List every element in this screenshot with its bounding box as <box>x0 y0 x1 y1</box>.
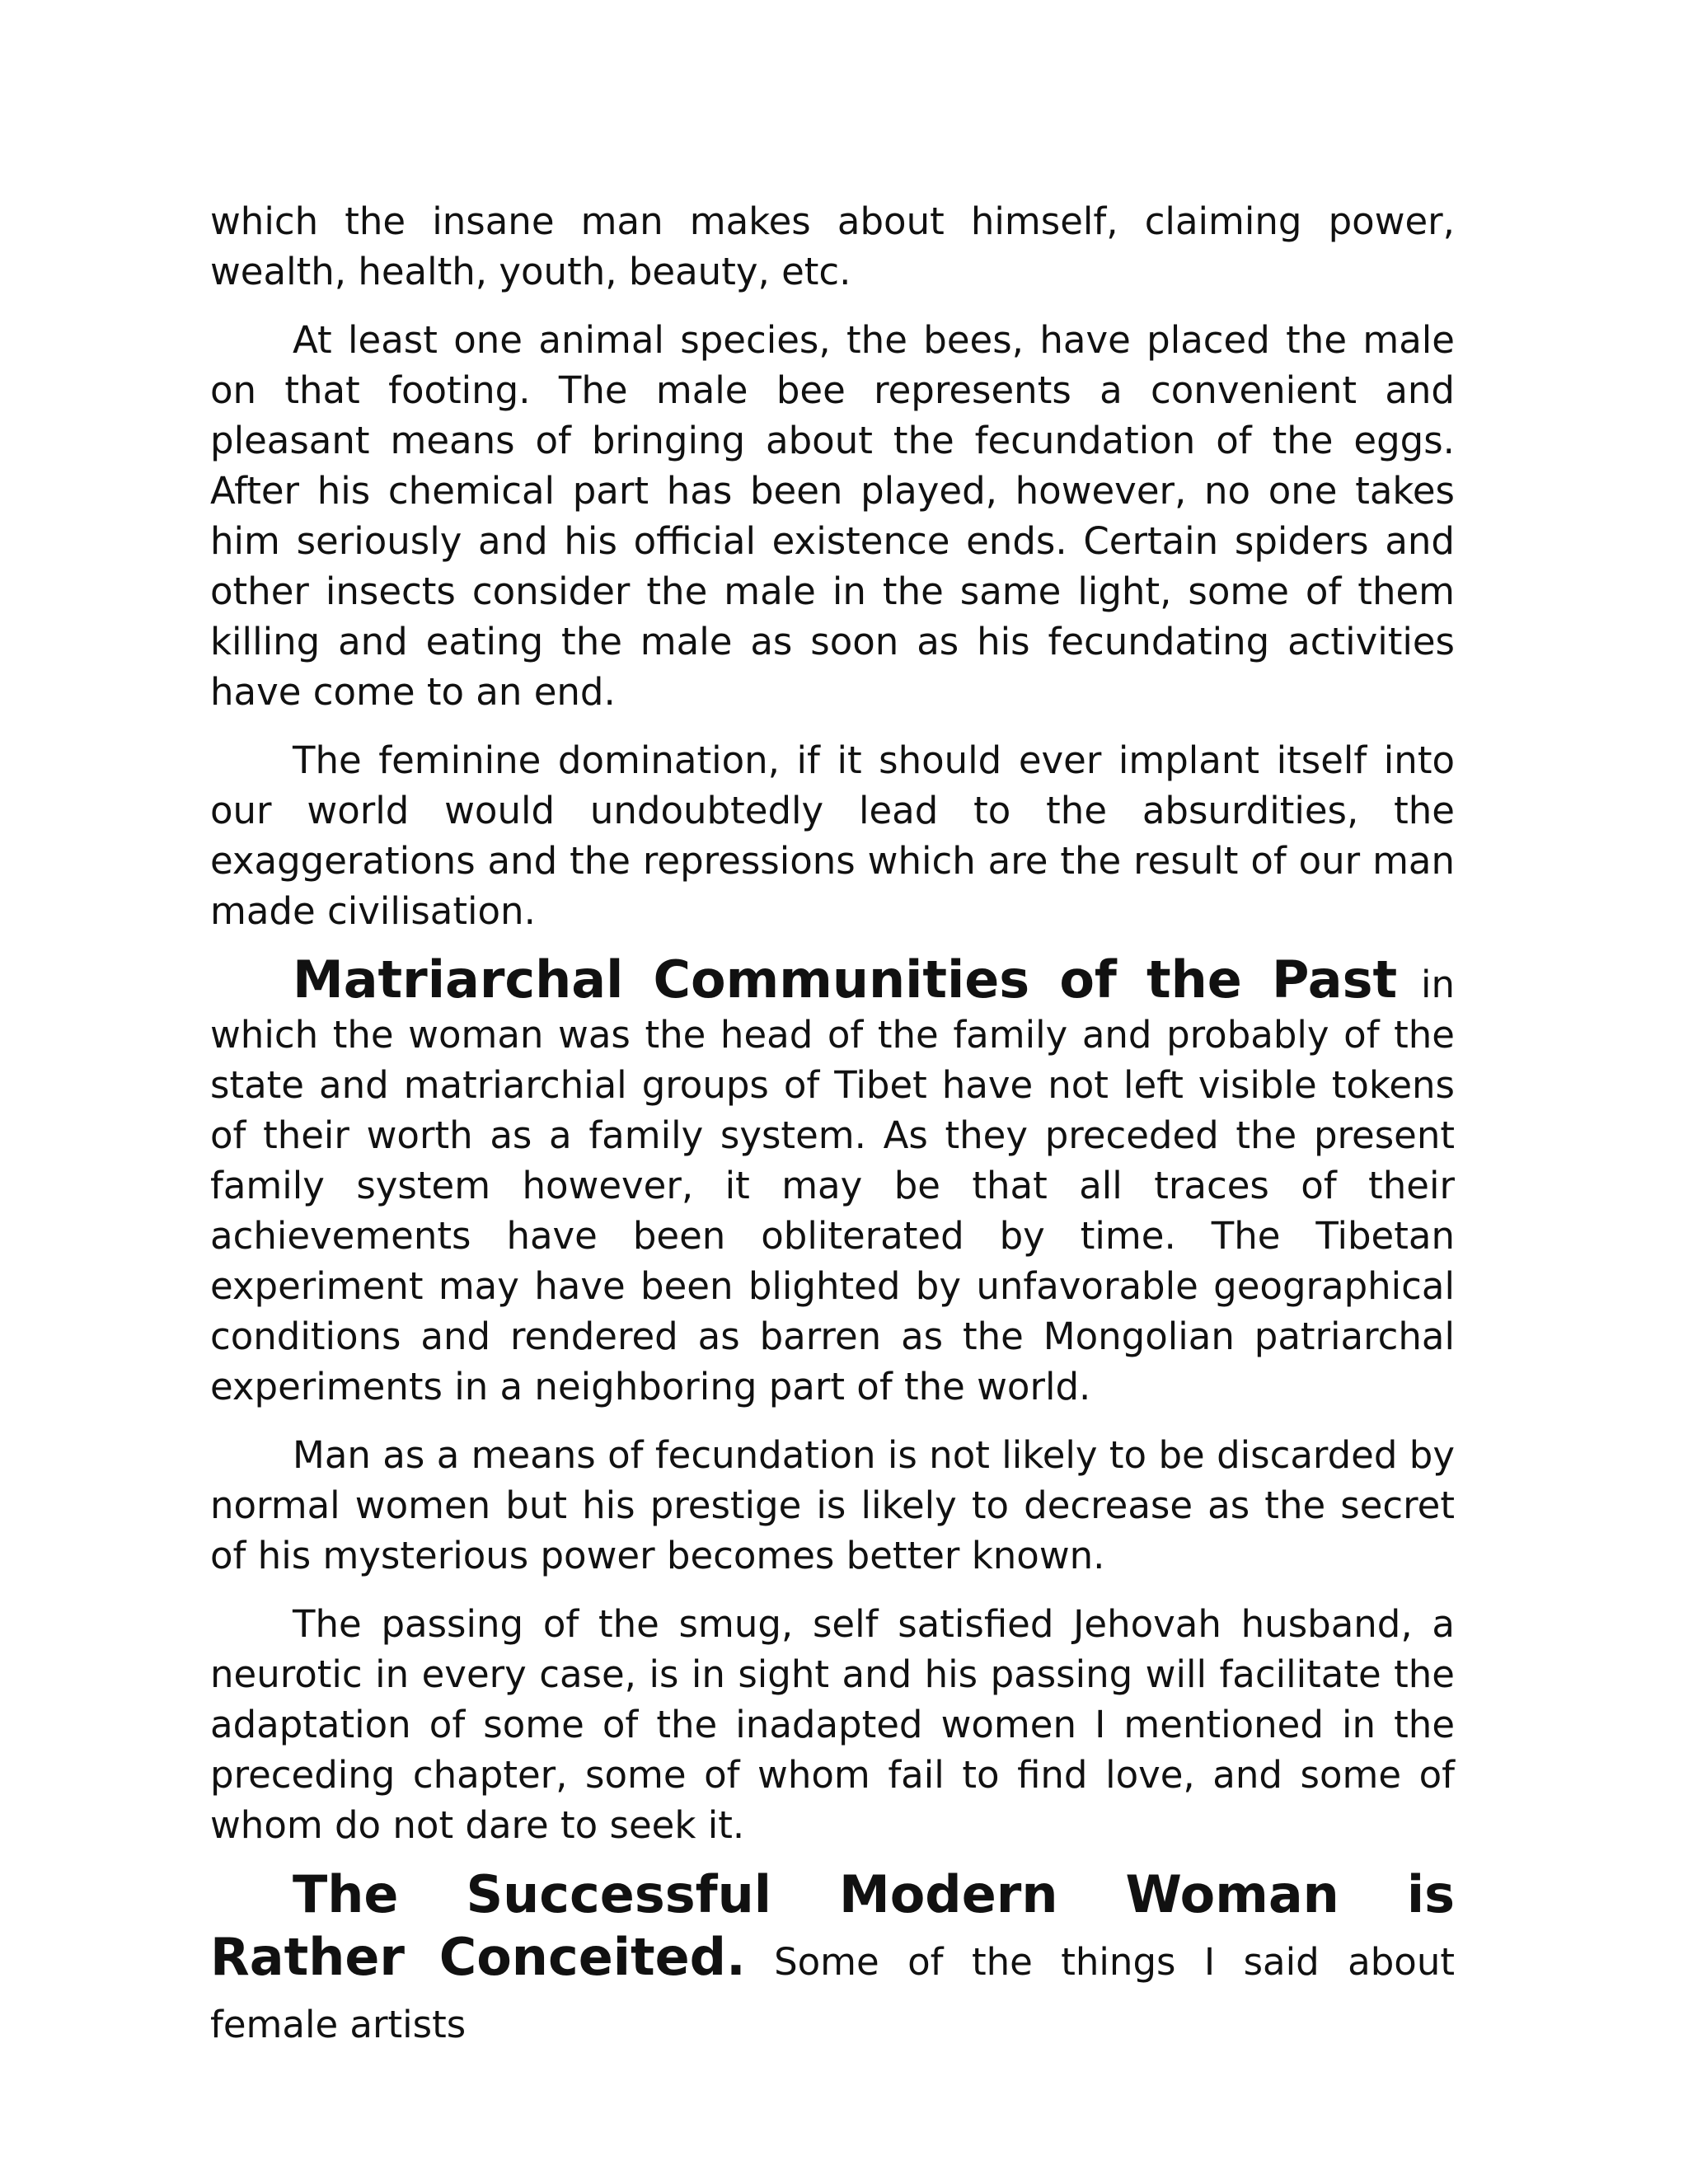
paragraph-feminine-domination: The feminine domination, if it should ever implant itself into our world would undoubtedly lead to the absurdities, the exaggerations and the repressions which are the result of our man made civilisation. <box>210 738 1455 933</box>
paragraph-continued: which the insane man makes about himself, claiming power, wealth, health, youth, beauty, etc. <box>210 199 1455 293</box>
paragraph-matriarchal <box>210 949 1455 1412</box>
run-in-heading-matriarchal: Matriarchal Communities of the Past <box>293 949 1398 1010</box>
paragraph-bees: At least one animal species, the bees, have placed the male on that footing. The male bee represents a convenient and pleasant means of bringing about the fecundation of the eggs. After his chemical part has been played, however, no one takes him seriously and his official existence ends. Certain spiders and other insects consider the male in the same light, some of them killing and eating the male as soon as his fecundating activities have come to an end. <box>210 318 1455 714</box>
paragraph-modern-woman <box>210 1864 1455 2056</box>
page-body <box>210 196 1455 2074</box>
paragraph-matriarchal-body: in which the woman was the head of the family and probably of the state and matriarchial groups of Tibet have not left visible tokens of their worth as a family system. As they preceded the present family system however, it may be that all traces of their achievements have been obliterated by time. The Tibetan experiment may have been blighted by unfavorable geographical conditions and rendered as barren as the Mongolian patriarchal experiments in a neighboring part of the world. <box>210 963 1455 1408</box>
paragraph-modern-woman-body: Some of the things I said about female artists <box>210 1940 1455 2046</box>
run-in-heading-modern-woman: The Successful Modern Woman is Rather Conceited. <box>210 1864 1455 1987</box>
paragraph-jehovah-husband: The passing of the smug, self satisfied Jehovah husband, a neurotic in every case, is in sight and his passing will facilitate the adaptation of some of the inadapted women I mentioned in the preceding chapter, some of whom fail to find love, and some of whom do not dare to seek it. <box>210 1602 1455 1847</box>
paragraph-fecundation: Man as a means of fecundation is not likely to be discarded by normal women but his prestige is likely to decrease as the secret of his mysterious power becomes better known. <box>210 1433 1455 1577</box>
